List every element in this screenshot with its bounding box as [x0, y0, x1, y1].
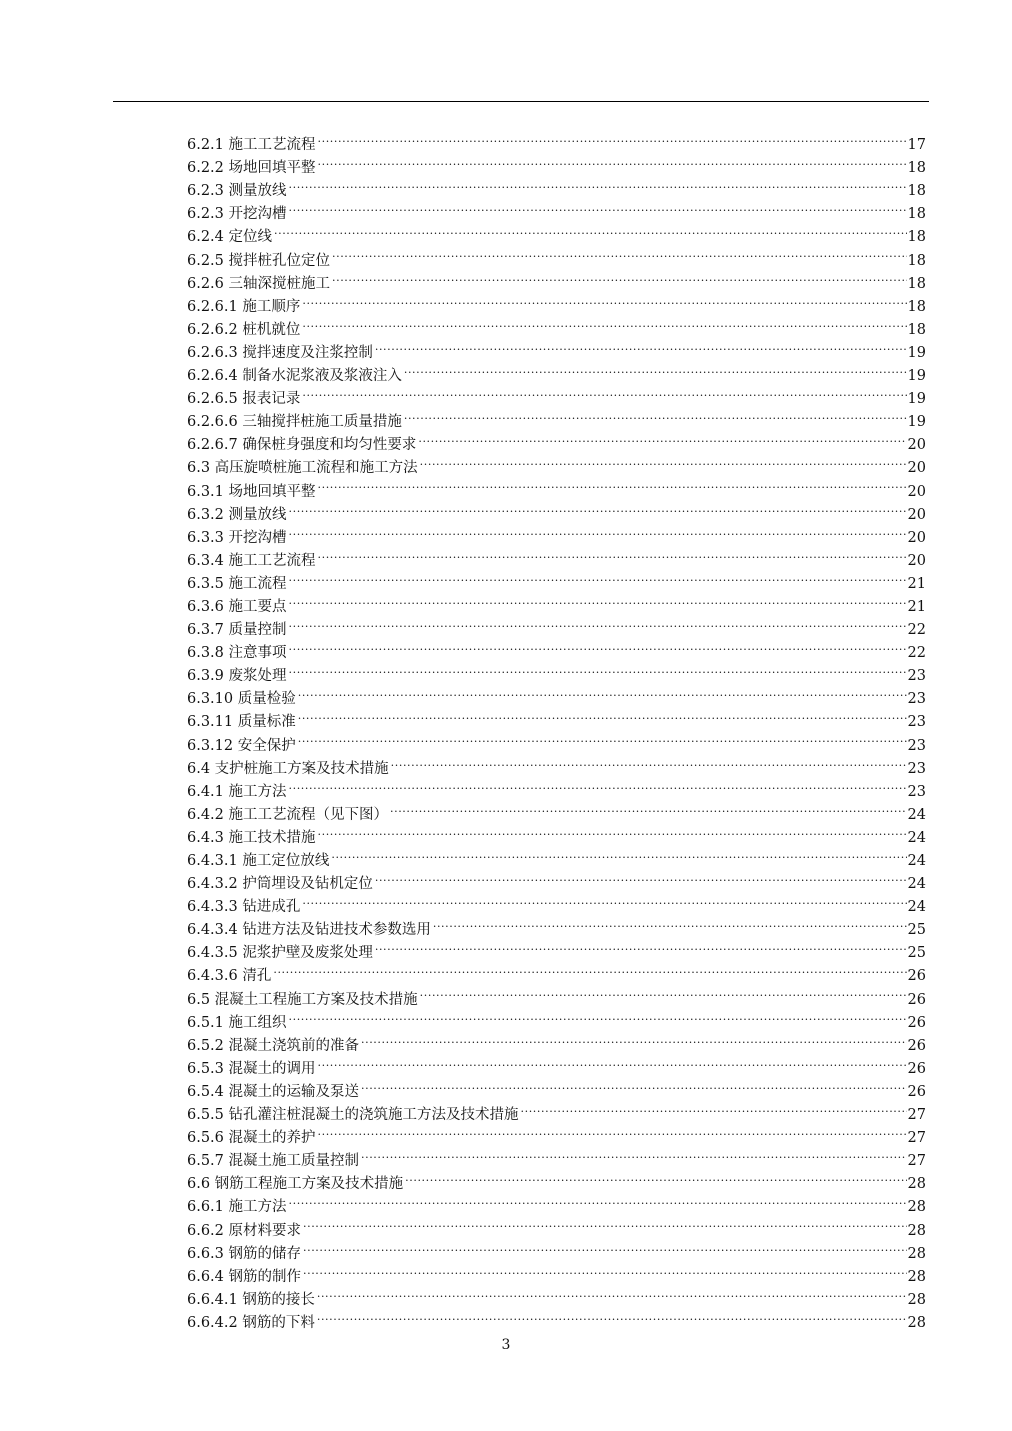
toc-dot-leader	[317, 1304, 907, 1327]
toc-entry-label: 6.6 钢筋工程施工方案及技术措施	[187, 1176, 404, 1193]
toc-entry[interactable]	[187, 611, 926, 639]
toc-entry-label: 6.2.3 测量放线	[187, 183, 287, 200]
toc-entry-label: 6.4.1 施工方法	[187, 783, 287, 800]
toc-entry-label: 6.4.2 施工工艺流程（见下图）	[187, 806, 389, 823]
toc-dot-leader	[318, 819, 907, 842]
toc-entry-page: 23	[907, 760, 926, 777]
toc-dot-leader	[405, 1165, 906, 1188]
toc-entry[interactable]	[187, 773, 926, 800]
toc-entry-label: 6.3.7 质量控制	[187, 622, 287, 639]
toc-dot-leader	[298, 680, 907, 703]
toc-entry-page: 28	[907, 1199, 926, 1216]
toc-entry-page: 28	[907, 1268, 926, 1285]
toc-entry-page: 26	[907, 1014, 926, 1031]
toc-entry-page: 24	[907, 853, 926, 869]
toc-entry[interactable]	[187, 980, 926, 1008]
toc-entry-page: 27	[907, 1153, 926, 1170]
toc-entry-page: 18	[907, 275, 926, 292]
toc-entry-page: 28	[907, 1245, 926, 1262]
toc-entry[interactable]	[187, 126, 926, 154]
toc-dot-leader	[318, 1050, 907, 1073]
toc-entry-label: 6.2.6.3 搅拌速度及注浆控制	[187, 344, 373, 361]
toc-entry-page: 24	[907, 899, 926, 916]
toc-entry-page: 28	[907, 1314, 926, 1331]
toc-entry-label: 6.2.1 施工工艺流程	[187, 137, 316, 154]
toc-dot-leader	[318, 472, 907, 495]
toc-entry-label: 6.4.3 施工技术措施	[187, 829, 316, 846]
toc-dot-leader	[302, 288, 906, 311]
toc-entry-label: 6.5.2 混凝土浇筑前的准备	[187, 1037, 360, 1054]
toc-entry-label: 6.6.4.1 钢筋的接长	[187, 1291, 315, 1308]
toc-dot-leader	[420, 449, 907, 472]
toc-dot-leader	[303, 1235, 907, 1258]
toc-dot-leader	[289, 657, 907, 680]
toc-entry-page: 20	[907, 437, 926, 454]
toc-entry[interactable]	[187, 241, 926, 269]
toc-entry-label: 6.6.4.2 钢筋的下料	[187, 1314, 315, 1331]
toc-dot-leader	[331, 842, 906, 865]
toc-entry-label: 6.4.3.6 清孔	[187, 968, 272, 985]
toc-entry-label: 6.2.6.6 三轴搅拌桩施工质量措施	[187, 414, 402, 431]
toc-entry-page: 28	[907, 1222, 926, 1239]
toc-entry-label: 6.3.1 场地回填平整	[187, 483, 316, 500]
toc-entry-label: 6.3.4 施工工艺流程	[187, 552, 316, 569]
toc-dot-leader	[433, 911, 907, 934]
table-of-contents	[187, 126, 926, 1331]
toc-entry[interactable]	[187, 496, 926, 523]
toc-entry-page: 23	[907, 737, 926, 754]
toc-dot-leader	[303, 1211, 907, 1234]
toc-entry-label: 6.3 高压旋喷桩施工流程和施工方法	[187, 460, 418, 477]
toc-entry[interactable]	[187, 1188, 926, 1216]
toc-entry-page: 19	[907, 344, 926, 361]
toc-entry-page: 24	[907, 876, 926, 893]
toc-dot-leader	[361, 1027, 907, 1050]
toc-entry-page: 26	[907, 968, 926, 985]
toc-entry-page: 28	[907, 1291, 926, 1308]
toc-entry-page: 18	[907, 183, 926, 200]
toc-dot-leader	[302, 311, 906, 334]
toc-entry[interactable]	[187, 1211, 926, 1239]
toc-entry-page: 20	[907, 483, 926, 500]
toc-entry-page: 19	[907, 391, 926, 408]
toc-entry[interactable]	[187, 657, 926, 685]
toc-dot-leader	[404, 357, 907, 380]
toc-entry-page: 25	[907, 945, 926, 962]
toc-entry-page: 24	[907, 806, 926, 823]
toc-dot-leader	[375, 865, 907, 888]
toc-dot-leader	[418, 426, 906, 449]
toc-dot-leader	[390, 796, 907, 819]
toc-dot-leader	[521, 1096, 907, 1119]
toc-dot-leader	[361, 1073, 907, 1096]
toc-entry-label: 6.2.6.5 报表记录	[187, 391, 301, 408]
toc-entry-page: 23	[907, 668, 926, 685]
toc-entry-page: 20	[907, 552, 926, 569]
toc-dot-leader	[289, 611, 907, 634]
toc-dot-leader	[318, 126, 907, 149]
toc-entry-page: 18	[907, 229, 926, 246]
toc-entry-label: 6.5.6 混凝土的养护	[187, 1130, 316, 1147]
toc-entry-page: 18	[907, 206, 926, 223]
toc-dot-leader	[318, 542, 907, 565]
toc-entry-page: 28	[907, 1176, 926, 1193]
toc-entry-page: 23	[907, 691, 926, 708]
toc-dot-leader	[289, 634, 907, 657]
toc-dot-leader	[289, 565, 907, 588]
toc-entry-label: 6.2.6.1 施工顺序	[187, 298, 301, 315]
toc-dot-leader	[274, 218, 907, 241]
toc-entry-page: 25	[907, 922, 926, 939]
toc-entry-page: 18	[907, 252, 926, 269]
toc-entry-label: 6.2.2 场地回填平整	[187, 160, 316, 177]
toc-dot-leader	[289, 496, 907, 519]
toc-dot-leader	[375, 934, 907, 957]
toc-entry-page: 21	[907, 598, 926, 615]
toc-dot-leader	[289, 172, 907, 195]
toc-entry[interactable]	[187, 750, 926, 777]
toc-dot-leader	[289, 195, 907, 218]
toc-entry-label: 6.3.11 质量标准	[187, 714, 296, 731]
toc-entry-label: 6.3.9 废浆处理	[187, 668, 287, 685]
toc-dot-leader	[318, 149, 907, 172]
toc-entry-page: 20	[907, 460, 926, 477]
toc-entry[interactable]	[187, 1027, 926, 1054]
toc-entry-label: 6.2.5 搅拌桩孔位定位	[187, 252, 331, 269]
toc-entry[interactable]	[187, 634, 926, 662]
toc-dot-leader	[302, 380, 906, 403]
toc-entry-page: 26	[907, 991, 926, 1008]
toc-entry-label: 6.2.6.2 桩机就位	[187, 321, 301, 338]
toc-entry-page: 19	[907, 368, 926, 385]
toc-entry-label: 6.5.3 混凝土的调用	[187, 1060, 316, 1077]
toc-entry-page: 23	[907, 714, 926, 731]
toc-entry-label: 6.2.3 开挖沟槽	[187, 206, 287, 223]
toc-entry[interactable]	[187, 195, 926, 223]
toc-dot-leader	[289, 773, 907, 796]
toc-entry-label: 6.6.1 施工方法	[187, 1199, 287, 1216]
toc-entry-label: 6.2.6.7 确保桩身强度和均匀性要求	[187, 437, 417, 454]
toc-dot-leader	[289, 1004, 907, 1027]
toc-dot-leader	[317, 1281, 907, 1304]
toc-dot-leader	[375, 334, 907, 357]
toc-entry-label: 6.3.3 开挖沟槽	[187, 529, 287, 546]
toc-entry-page: 27	[907, 1130, 926, 1147]
toc-entry[interactable]	[187, 957, 926, 985]
toc-entry[interactable]	[187, 565, 926, 592]
toc-entry-page: 26	[907, 1060, 926, 1077]
toc-dot-leader	[289, 1188, 907, 1211]
toc-entry-page: 23	[907, 783, 926, 800]
toc-entry[interactable]	[187, 519, 926, 546]
toc-entry-page: 22	[907, 622, 926, 639]
toc-entry-label: 6.2.4 定位线	[187, 229, 273, 246]
toc-dot-leader	[289, 588, 907, 611]
toc-dot-leader	[318, 1119, 907, 1142]
header-rule	[113, 101, 929, 102]
toc-entry-label: 6.4.3.5 泥浆护壁及废浆处理	[187, 945, 373, 962]
toc-entry[interactable]	[187, 172, 926, 200]
toc-entry-label: 6.2.6.4 制备水泥浆液及浆液注入	[187, 368, 402, 385]
toc-entry-page: 27	[907, 1107, 926, 1124]
toc-entry-label: 6.5.1 施工组织	[187, 1014, 287, 1031]
toc-entry-label: 6.2.6 三轴深搅桩施工	[187, 275, 331, 292]
toc-entry-label: 6.4.3.2 护筒埋设及钻机定位	[187, 876, 373, 893]
toc-entry-label: 6.5.5 钻孔灌注桩混凝土的浇筑施工方法及技术措施	[187, 1107, 519, 1124]
toc-entry-label: 6.4.3.4 钻进方法及钻进技术参数选用	[187, 922, 431, 939]
toc-entry-label: 6.4 支护桩施工方案及技术措施	[187, 760, 389, 777]
toc-entry[interactable]	[187, 542, 926, 569]
page-number: 3	[501, 1337, 511, 1353]
toc-entry-page: 18	[907, 160, 926, 177]
toc-entry-label: 6.6.3 钢筋的储存	[187, 1245, 302, 1262]
toc-entry[interactable]	[187, 218, 926, 246]
toc-entry-page: 21	[907, 575, 926, 592]
toc-entry[interactable]	[187, 1004, 926, 1031]
toc-entry[interactable]	[187, 703, 926, 731]
toc-entry-label: 6.3.5 施工流程	[187, 575, 287, 592]
toc-entry-label: 6.4.3.1 施工定位放线	[187, 853, 330, 869]
toc-entry-label: 6.6.4 钢筋的制作	[187, 1268, 302, 1285]
toc-entry-label: 6.3.2 测量放线	[187, 506, 287, 523]
toc-entry-page: 19	[907, 414, 926, 431]
toc-entry-label: 6.5 混凝土工程施工方案及技术措施	[187, 991, 418, 1008]
toc-entry-label: 6.5.7 混凝土施工质量控制	[187, 1153, 360, 1170]
toc-entry-label: 6.3.12 安全保护	[187, 737, 296, 754]
toc-dot-leader	[273, 957, 906, 980]
toc-dot-leader	[420, 980, 907, 1003]
toc-entry-label: 6.5.4 混凝土的运输及泵送	[187, 1083, 360, 1100]
toc-dot-leader	[302, 888, 906, 911]
toc-dot-leader	[332, 265, 907, 288]
toc-entry-page: 18	[907, 321, 926, 338]
toc-dot-leader	[332, 241, 907, 264]
toc-entry[interactable]	[187, 588, 926, 615]
toc-entry-label: 6.6.2 原材料要求	[187, 1222, 302, 1239]
toc-entry[interactable]	[187, 680, 926, 708]
toc-entry-page: 18	[907, 298, 926, 315]
toc-dot-leader	[298, 726, 907, 749]
toc-dot-leader	[404, 403, 907, 426]
toc-entry-label: 6.4.3.3 钻进成孔	[187, 899, 301, 916]
toc-entry-page: 26	[907, 1083, 926, 1100]
toc-dot-leader	[391, 750, 907, 773]
toc-entry-label: 6.3.8 注意事项	[187, 645, 287, 662]
toc-entry[interactable]	[187, 726, 926, 754]
toc-entry-page: 26	[907, 1037, 926, 1054]
toc-entry-page: 20	[907, 529, 926, 546]
toc-entry-page: 17	[907, 137, 926, 154]
toc-entry-label: 6.3.10 质量检验	[187, 691, 296, 708]
toc-entry-page: 22	[907, 645, 926, 662]
toc-entry-label: 6.3.6 施工要点	[187, 598, 287, 615]
toc-entry-page: 24	[907, 829, 926, 846]
toc-dot-leader	[298, 703, 907, 726]
toc-dot-leader	[361, 1142, 907, 1165]
toc-entry-page: 20	[907, 506, 926, 523]
toc-dot-leader	[303, 1258, 907, 1281]
toc-dot-leader	[289, 519, 907, 542]
toc-entry[interactable]	[187, 796, 926, 823]
